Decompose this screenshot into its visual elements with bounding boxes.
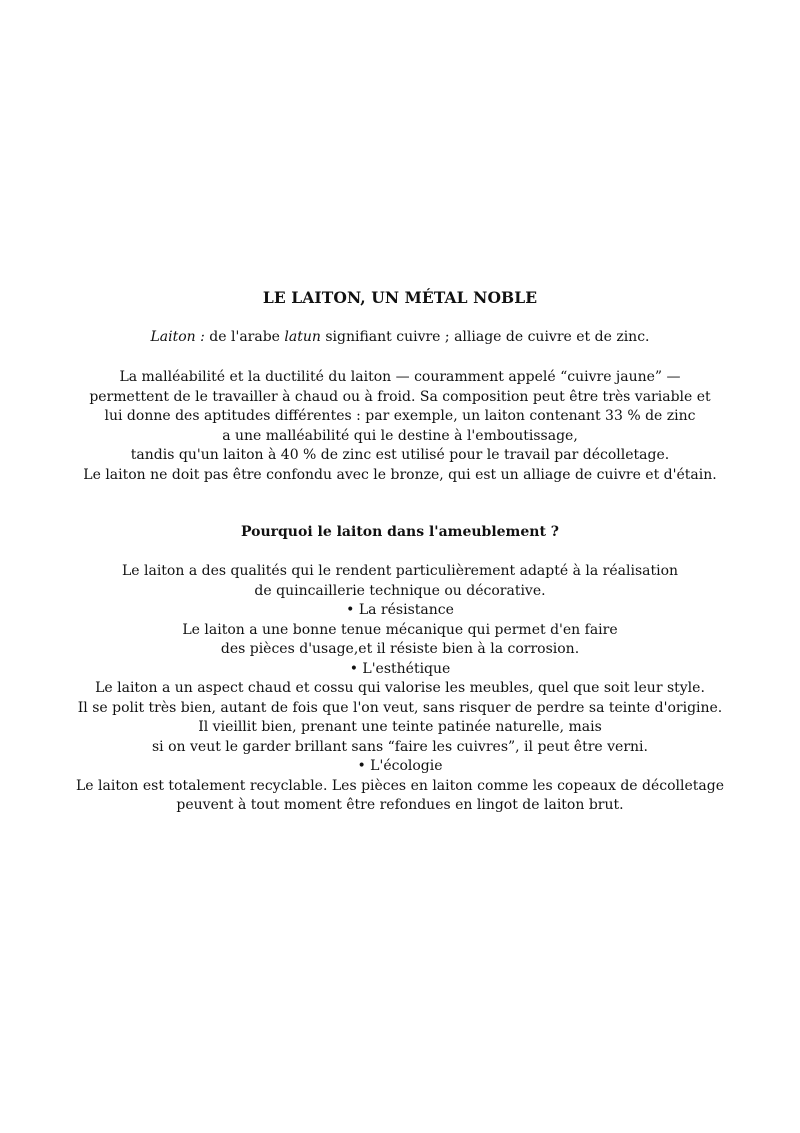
definition-text-2: signifiant cuivre ; alliage de cuivre et de zinc. (320, 329, 650, 345)
body-line: Le laiton a des qualités qui le rendent particulièrement adapté à la réalisation (121, 563, 679, 579)
intro-paragraph (0, 368, 800, 485)
body-line: de quincaillerie technique ou décorative. (254, 582, 546, 599)
intro-line: lui donne des aptitudes différentes : par exemple, un laiton contenant 33 % de zinc (104, 408, 696, 424)
bullet-heading-ecologie: • L'écologie (357, 758, 443, 774)
intro-line: tandis qu'un laiton à 40 % de zinc est utilisé pour le travail par décolletage. (130, 447, 670, 463)
body-line: Il vieillit bien, prenant une teinte patinée naturelle, mais (198, 719, 602, 735)
intro-line: a une malléabilité qui le destine à l'emboutissage, (222, 427, 578, 444)
body-line: Le laiton a une bonne tenue mécanique qui permet d'en faire (182, 621, 618, 638)
body-line: si on veut le garder brillant sans “faire les cuivres”, il peut être verni. (152, 738, 648, 755)
intro-line: La malléabilité et la ductilité du laiton — couramment appelé “cuivre jaune” — (119, 369, 681, 385)
body-line: Le laiton est totalement recyclable. Les pièces en laiton comme les copeaux de décolletage (76, 777, 724, 794)
page-title: LE LAITON, UN MÉTAL NOBLE (262, 288, 538, 307)
definition-term: Laiton : (150, 329, 205, 345)
intro-line: Le laiton ne doit pas être confondu avec le bronze, qui est un alliage de cuivre et d'étain. (83, 466, 717, 483)
section-body (0, 562, 800, 816)
bullet-heading-resistance: • La résistance (346, 602, 454, 618)
definition-line (0, 328, 800, 348)
body-line: peuvent à tout moment être refondues en lingot de laiton brut. (176, 797, 624, 813)
definition-text-1: de l'arabe (204, 329, 285, 345)
bullet-heading-esthetique: • L'esthétique (349, 660, 451, 677)
definition-origin: latun (284, 329, 321, 345)
body-line: Le laiton a un aspect chaud et cossu qui valorise les meubles, quel que soit leur style. (95, 680, 705, 696)
body-line: Il se polit très bien, autant de fois que l'on veut, sans risquer de perdre sa teinte d'origine. (77, 699, 723, 716)
intro-line: permettent de le travailler à chaud ou à froid. Sa composition peut être très variable et (89, 388, 711, 405)
section-heading: Pourquoi le laiton dans l'ameublement ? (240, 524, 560, 540)
body-line: des pièces d'usage,et il résiste bien à la corrosion. (220, 641, 580, 657)
